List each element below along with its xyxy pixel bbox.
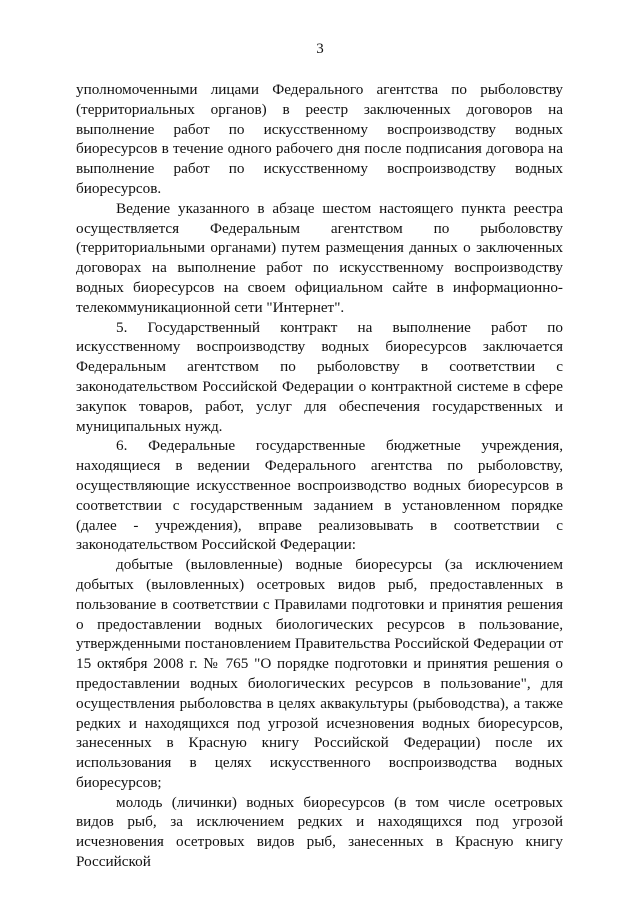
paragraph-item-5: 5. Государственный контракт на выполнение работ по искусственному воспроизводству водных биоресурсов заключается Федеральным агентством по рыболовству в соответствии с законодательством Российской Федерации о контрактной системе в сфере закупок товаров, работ, услуг для обеспечения государственных и муниципальных нужд. [76,318,563,435]
page-number: 3 [316,41,324,57]
paragraph-item-6: 6. Федеральные государственные бюджетные учреждения, находящиеся в ведении Федерального агентства по рыболовству, осуществляющие искусственное воспроизводство водных биоресурсов в соответствии с государственным заданием в установленном порядке (далее - учреждения), вправе реализовывать в соответствии с законодательством Российской Федерации: [76,437,563,554]
paragraph-continuation: уполномоченными лицами Федерального агентства по рыболовству (территориальных органов) в реестр заключенных договоров на выполнение работ по искусственному воспроизводству водных биоресурсов в течение одного рабочего дня после подписания договора на выполнение работ по искусственному воспроизводству водных биоресурсов. [76,81,563,197]
paragraph-caught-bioresources: добытые (выловленные) водные биоресурсы (за исключением добытых (выловленных) осетровых видов рыб, предоставленных в пользование в соответствии с Правилами подготовки и принятия решения о предоставлении водных биологических ресурсов в пользование, утвержденными постановлением Правительства Российской Федерации от 15 октября 2008 г. № 765 "О порядке подготовки и принятия решения о предоставлении водных биологических ресурсов в пользование", для осуществления рыболовства в целях аквакультуры (рыбоводства), а также редких и находящихся под угрозой исчезновения водных биоресурсов, занесенных в Красную книгу Российской Федерации) после их использования в целях искусственного воспроизводства водных биоресурсов; [76,556,563,791]
paragraph-registry-maintenance: Ведение указанного в абзаце шестом настоящего пункта реестра осуществляется Федеральным агентством по рыболовству (территориальными органами) путем размещения данных о заключенных договорах на выполнение работ по искусственному воспроизводству водных биоресурсов на своем официальном сайте в информационно-телекоммуникационной сети "Интернет". [76,199,563,316]
paragraph-juveniles: молодь (личинки) водных биоресурсов (в том числе осетровых видов рыб, за исключением редких и находящихся под угрозой исчезновения осетровых видов рыб, занесенных в Красную книгу Российской [76,793,563,871]
document-body [76,80,563,872]
